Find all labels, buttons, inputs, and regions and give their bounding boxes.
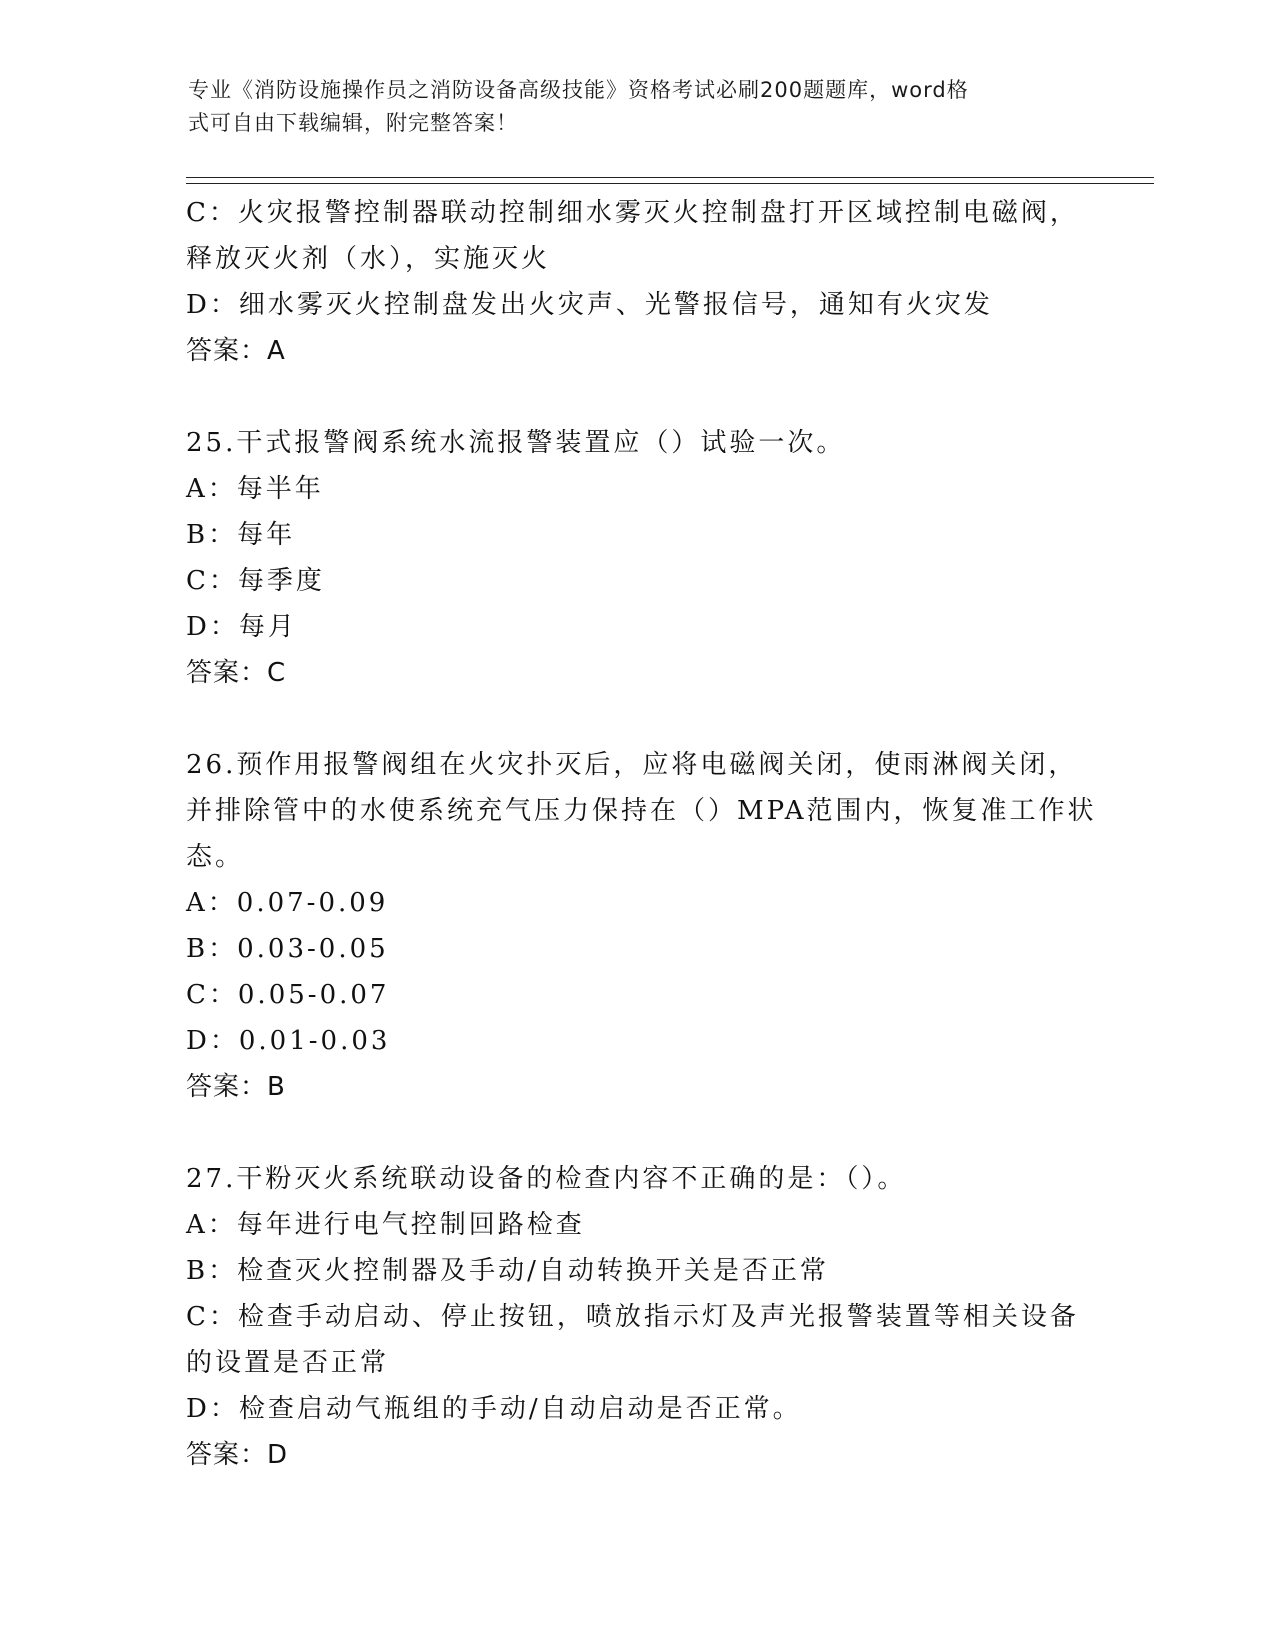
option-line: 的设置是否正常 bbox=[186, 1348, 390, 1378]
answer-value: B bbox=[267, 1072, 286, 1102]
header-line-2: 式可自由下载编辑，附完整答案！ bbox=[188, 111, 518, 135]
option-line: C：每季度 bbox=[186, 566, 325, 596]
answer-value: C bbox=[267, 658, 287, 688]
option-line: B：每年 bbox=[186, 520, 296, 550]
option-line: C：检查手动启动、停止按钮，喷放指示灯及声光报警装置等相关设备 bbox=[186, 1302, 1079, 1332]
answer-value: A bbox=[267, 336, 286, 366]
answer-label: 答案： bbox=[186, 1072, 268, 1102]
option-line: C：火灾报警控制器联动控制细水雾灭火控制盘打开区域控制电磁阀， bbox=[186, 198, 1079, 228]
answer-line bbox=[186, 328, 1086, 374]
option-line: B：检查灭火控制器及手动/自动转换开关是否正常 bbox=[186, 1256, 829, 1286]
option-line: B：0.03-0.05 bbox=[186, 934, 389, 964]
answer-label: 答案： bbox=[186, 336, 268, 366]
option-line: D：细水雾灭火控制盘发出火灾声、光警报信号，通知有火灾发 bbox=[186, 290, 993, 320]
option-line: A：每年进行电气控制回路检查 bbox=[186, 1210, 585, 1240]
answer-line bbox=[186, 1432, 1086, 1478]
option-line: D：每月 bbox=[186, 612, 297, 642]
option-line: C：0.05-0.07 bbox=[186, 980, 390, 1010]
option-line: A：每半年 bbox=[186, 474, 324, 504]
answer-value: D bbox=[267, 1440, 289, 1470]
option-line: 释放灭火剂（水），实施灭火 bbox=[186, 244, 551, 274]
question-text: 并排除管中的水使系统充气压力保持在（）MPA范围内，恢复准工作状 bbox=[186, 796, 1097, 826]
question-text: 27.干粉灭火系统联动设备的检查内容不正确的是：（）。 bbox=[186, 1164, 907, 1194]
question-text: 25.干式报警阀系统水流报警装置应（）试验一次。 bbox=[186, 428, 846, 458]
header-divider-top bbox=[186, 177, 1154, 178]
option-line: D：0.01-0.03 bbox=[186, 1026, 391, 1056]
question-block-25 bbox=[186, 420, 1086, 696]
answer-label: 答案： bbox=[186, 1440, 268, 1470]
question-list bbox=[186, 190, 1097, 1524]
question-block-27 bbox=[186, 1156, 1086, 1478]
option-line: A：0.07-0.09 bbox=[186, 888, 389, 918]
question-block-continued bbox=[186, 190, 1086, 374]
question-text: 26.预作用报警阀组在火灾扑灭后，应将电磁阀关闭，使雨淋阀关闭， bbox=[186, 750, 1078, 780]
option-line: D：检查启动气瓶组的手动/自动启动是否正常。 bbox=[186, 1394, 802, 1424]
question-block-26 bbox=[186, 742, 1097, 1110]
header-line-1: 专业《消防设施操作员之消防设备高级技能》资格考试必刷200题题库，word格 bbox=[188, 78, 969, 102]
document-header bbox=[188, 74, 1088, 140]
answer-line bbox=[186, 650, 1086, 696]
question-text: 态。 bbox=[186, 842, 245, 872]
header-divider-bottom bbox=[186, 183, 1154, 184]
answer-line bbox=[186, 1064, 1086, 1110]
answer-label: 答案： bbox=[186, 658, 268, 688]
